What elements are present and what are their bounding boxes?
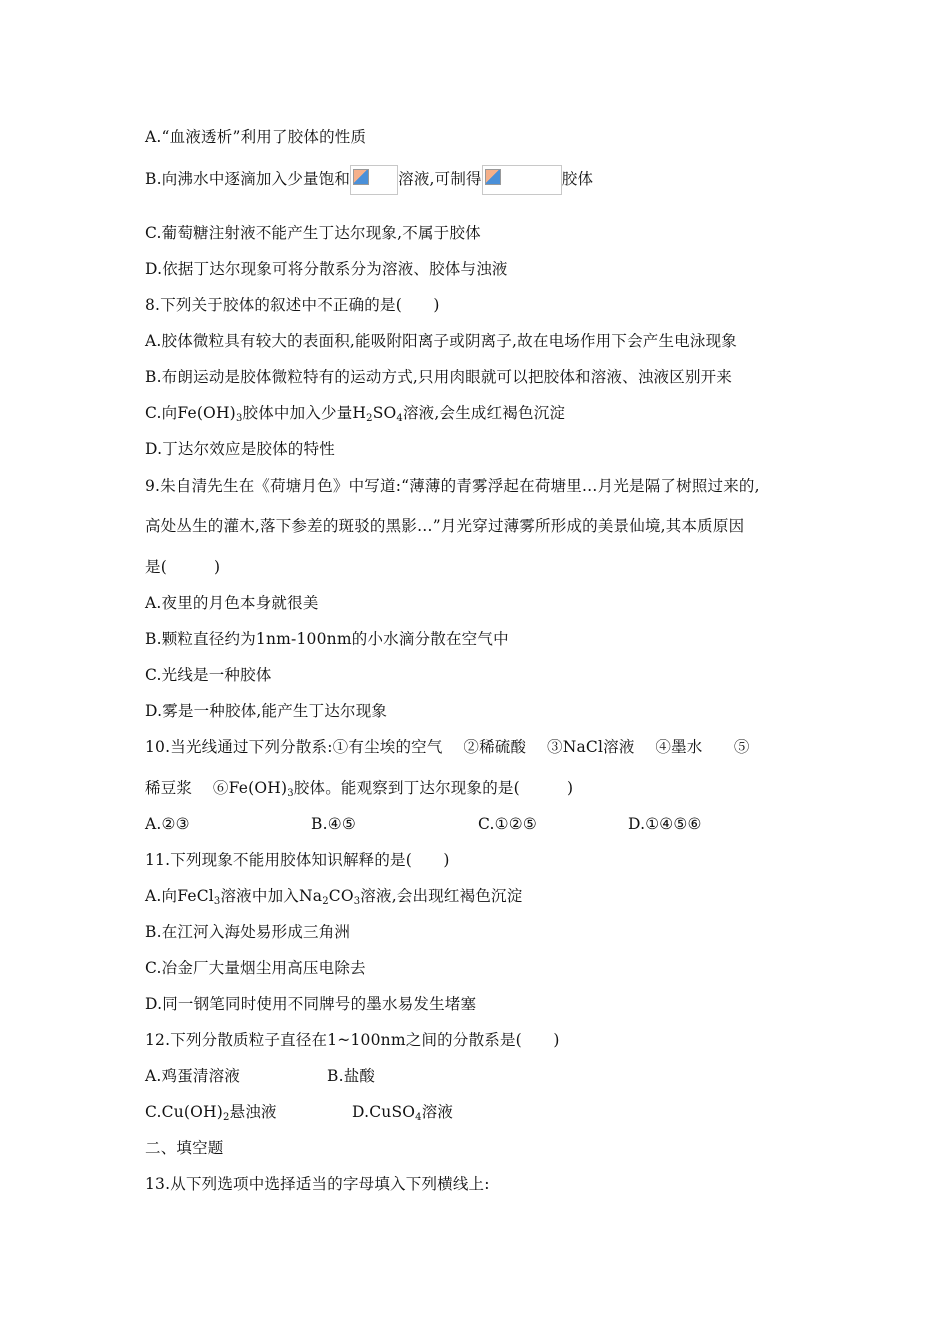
q11-option-a-text-1: A.向FeCl — [145, 887, 214, 905]
q12-option-a: A.鸡蛋清溶液 — [145, 1067, 241, 1085]
q12-option-d-text-1: D.CuSO — [352, 1103, 416, 1121]
q10-stem-line-2-text-2: 胶体。能观察到丁达尔现象的是( ) — [293, 779, 574, 797]
q9-stem-line-2: 高处丛生的灌木,落下参差的斑驳的黑影…”月光穿过薄雾所形成的美景仙境,其本质原因 — [145, 517, 745, 535]
q8-option-c-text-1: C.向Fe(OH) — [145, 404, 236, 422]
q9-option-c: C.光线是一种胶体 — [145, 666, 272, 684]
broken-image-icon — [353, 169, 369, 185]
subscript: 3 — [353, 896, 361, 907]
q8-option-c-text-3: SO — [372, 404, 397, 422]
q8-stem: 8.下列关于胶体的叙述中不正确的是( ) — [145, 296, 440, 314]
q8-option-d: D.丁达尔效应是胶体的特性 — [145, 440, 335, 458]
q13-stem: 13.从下列选项中选择适当的字母填入下列横线上: — [145, 1175, 490, 1193]
q8-option-c-text-4: 溶液,会生成红褐色沉淀 — [402, 404, 566, 422]
section-title: 二、填空题 — [145, 1139, 224, 1157]
q10-option-d: D.①④⑤⑥ — [628, 815, 702, 833]
subscript: 2 — [223, 1112, 230, 1123]
subscript: 3 — [213, 896, 221, 907]
q7-option-c: C.葡萄糖注射液不能产生丁达尔现象,不属于胶体 — [145, 224, 481, 242]
q12-option-c-text-1: C.Cu(OH) — [145, 1103, 223, 1121]
q11-option-a-text-4: 溶液,会出现红褐色沉淀 — [360, 887, 523, 905]
subscript: 2 — [322, 896, 329, 907]
q8-option-c — [145, 403, 565, 423]
q8-option-a: A.胶体微粒具有较大的表面积,能吸附阳离子或阴离子,故在电场作用下会产生电泳现象 — [145, 332, 737, 350]
q8-option-b: B.布朗运动是胶体微粒特有的运动方式,只用肉眼就可以把胶体和溶液、浊液区别开来 — [145, 368, 733, 386]
q12-option-d — [352, 1102, 453, 1122]
q7-option-b — [145, 165, 593, 195]
q12-option-b: B.盐酸 — [327, 1067, 376, 1085]
subscript: 4 — [396, 413, 403, 424]
q12-stem: 12.下列分散质粒子直径在1~100nm之间的分散系是( ) — [145, 1031, 560, 1049]
q11-option-a-text-2: 溶液中加入Na — [220, 887, 323, 905]
subscript: 3 — [235, 413, 243, 424]
q12-option-d-text-2: 溶液 — [421, 1103, 454, 1121]
q7-option-b-text-1: B.向沸水中逐滴加入少量饱和 — [145, 170, 351, 188]
q10-stem-line-2 — [145, 778, 573, 798]
q7-option-b-text-2: 溶液,可制得 — [398, 170, 482, 188]
q10-option-b: B.④⑤ — [311, 815, 356, 833]
q12-option-c-text-2: 悬浊液 — [229, 1103, 277, 1121]
q9-option-a: A.夜里的月色本身就很美 — [145, 594, 319, 612]
q10-stem-line-2-text-1: 稀豆浆 ⑥Fe(OH) — [145, 779, 288, 797]
q9-option-b: B.颗粒直径约为1nm-100nm的小水滴分散在空气中 — [145, 630, 509, 648]
q10-option-c: C.①②⑤ — [478, 815, 537, 833]
q11-option-c: C.冶金厂大量烟尘用高压电除去 — [145, 959, 366, 977]
q7-option-b-text-3: 胶体 — [561, 170, 594, 188]
q11-option-b: B.在江河入海处易形成三角洲 — [145, 923, 351, 941]
broken-image-icon — [485, 169, 501, 185]
q10-option-a: A.②③ — [145, 815, 190, 833]
q8-option-c-text-2: 胶体中加入少量H — [242, 404, 367, 422]
q10-stem-line-1: 10.当光线通过下列分散系:①有尘埃的空气 ②稀硫酸 ③NaCl溶液 ④墨水 ⑤ — [145, 738, 750, 756]
subscript: 3 — [287, 788, 294, 799]
q9-stem-line-1: 9.朱自清先生在《荷塘月色》中写道:“薄薄的青雾浮起在荷塘里…月光是隔了树照过来的, — [145, 477, 760, 495]
subscript: 4 — [415, 1112, 422, 1123]
q7-option-a: A.“血液透析”利用了胶体的性质 — [145, 128, 367, 146]
q11-stem: 11.下列现象不能用胶体知识解释的是( ) — [145, 851, 450, 869]
q9-option-d: D.雾是一种胶体,能产生丁达尔现象 — [145, 702, 388, 720]
formula-image-placeholder — [482, 165, 562, 195]
subscript: 2 — [366, 413, 373, 424]
q11-option-a-text-3: CO — [328, 887, 354, 905]
q12-option-c — [145, 1102, 277, 1122]
q7-option-d: D.依据丁达尔现象可将分散系分为溶液、胶体与浊液 — [145, 260, 508, 278]
q11-option-a — [145, 886, 522, 906]
formula-image-placeholder — [350, 165, 398, 195]
q11-option-d: D.同一钢笔同时使用不同牌号的墨水易发生堵塞 — [145, 995, 477, 1013]
q9-stem-line-3: 是( ) — [145, 558, 221, 576]
